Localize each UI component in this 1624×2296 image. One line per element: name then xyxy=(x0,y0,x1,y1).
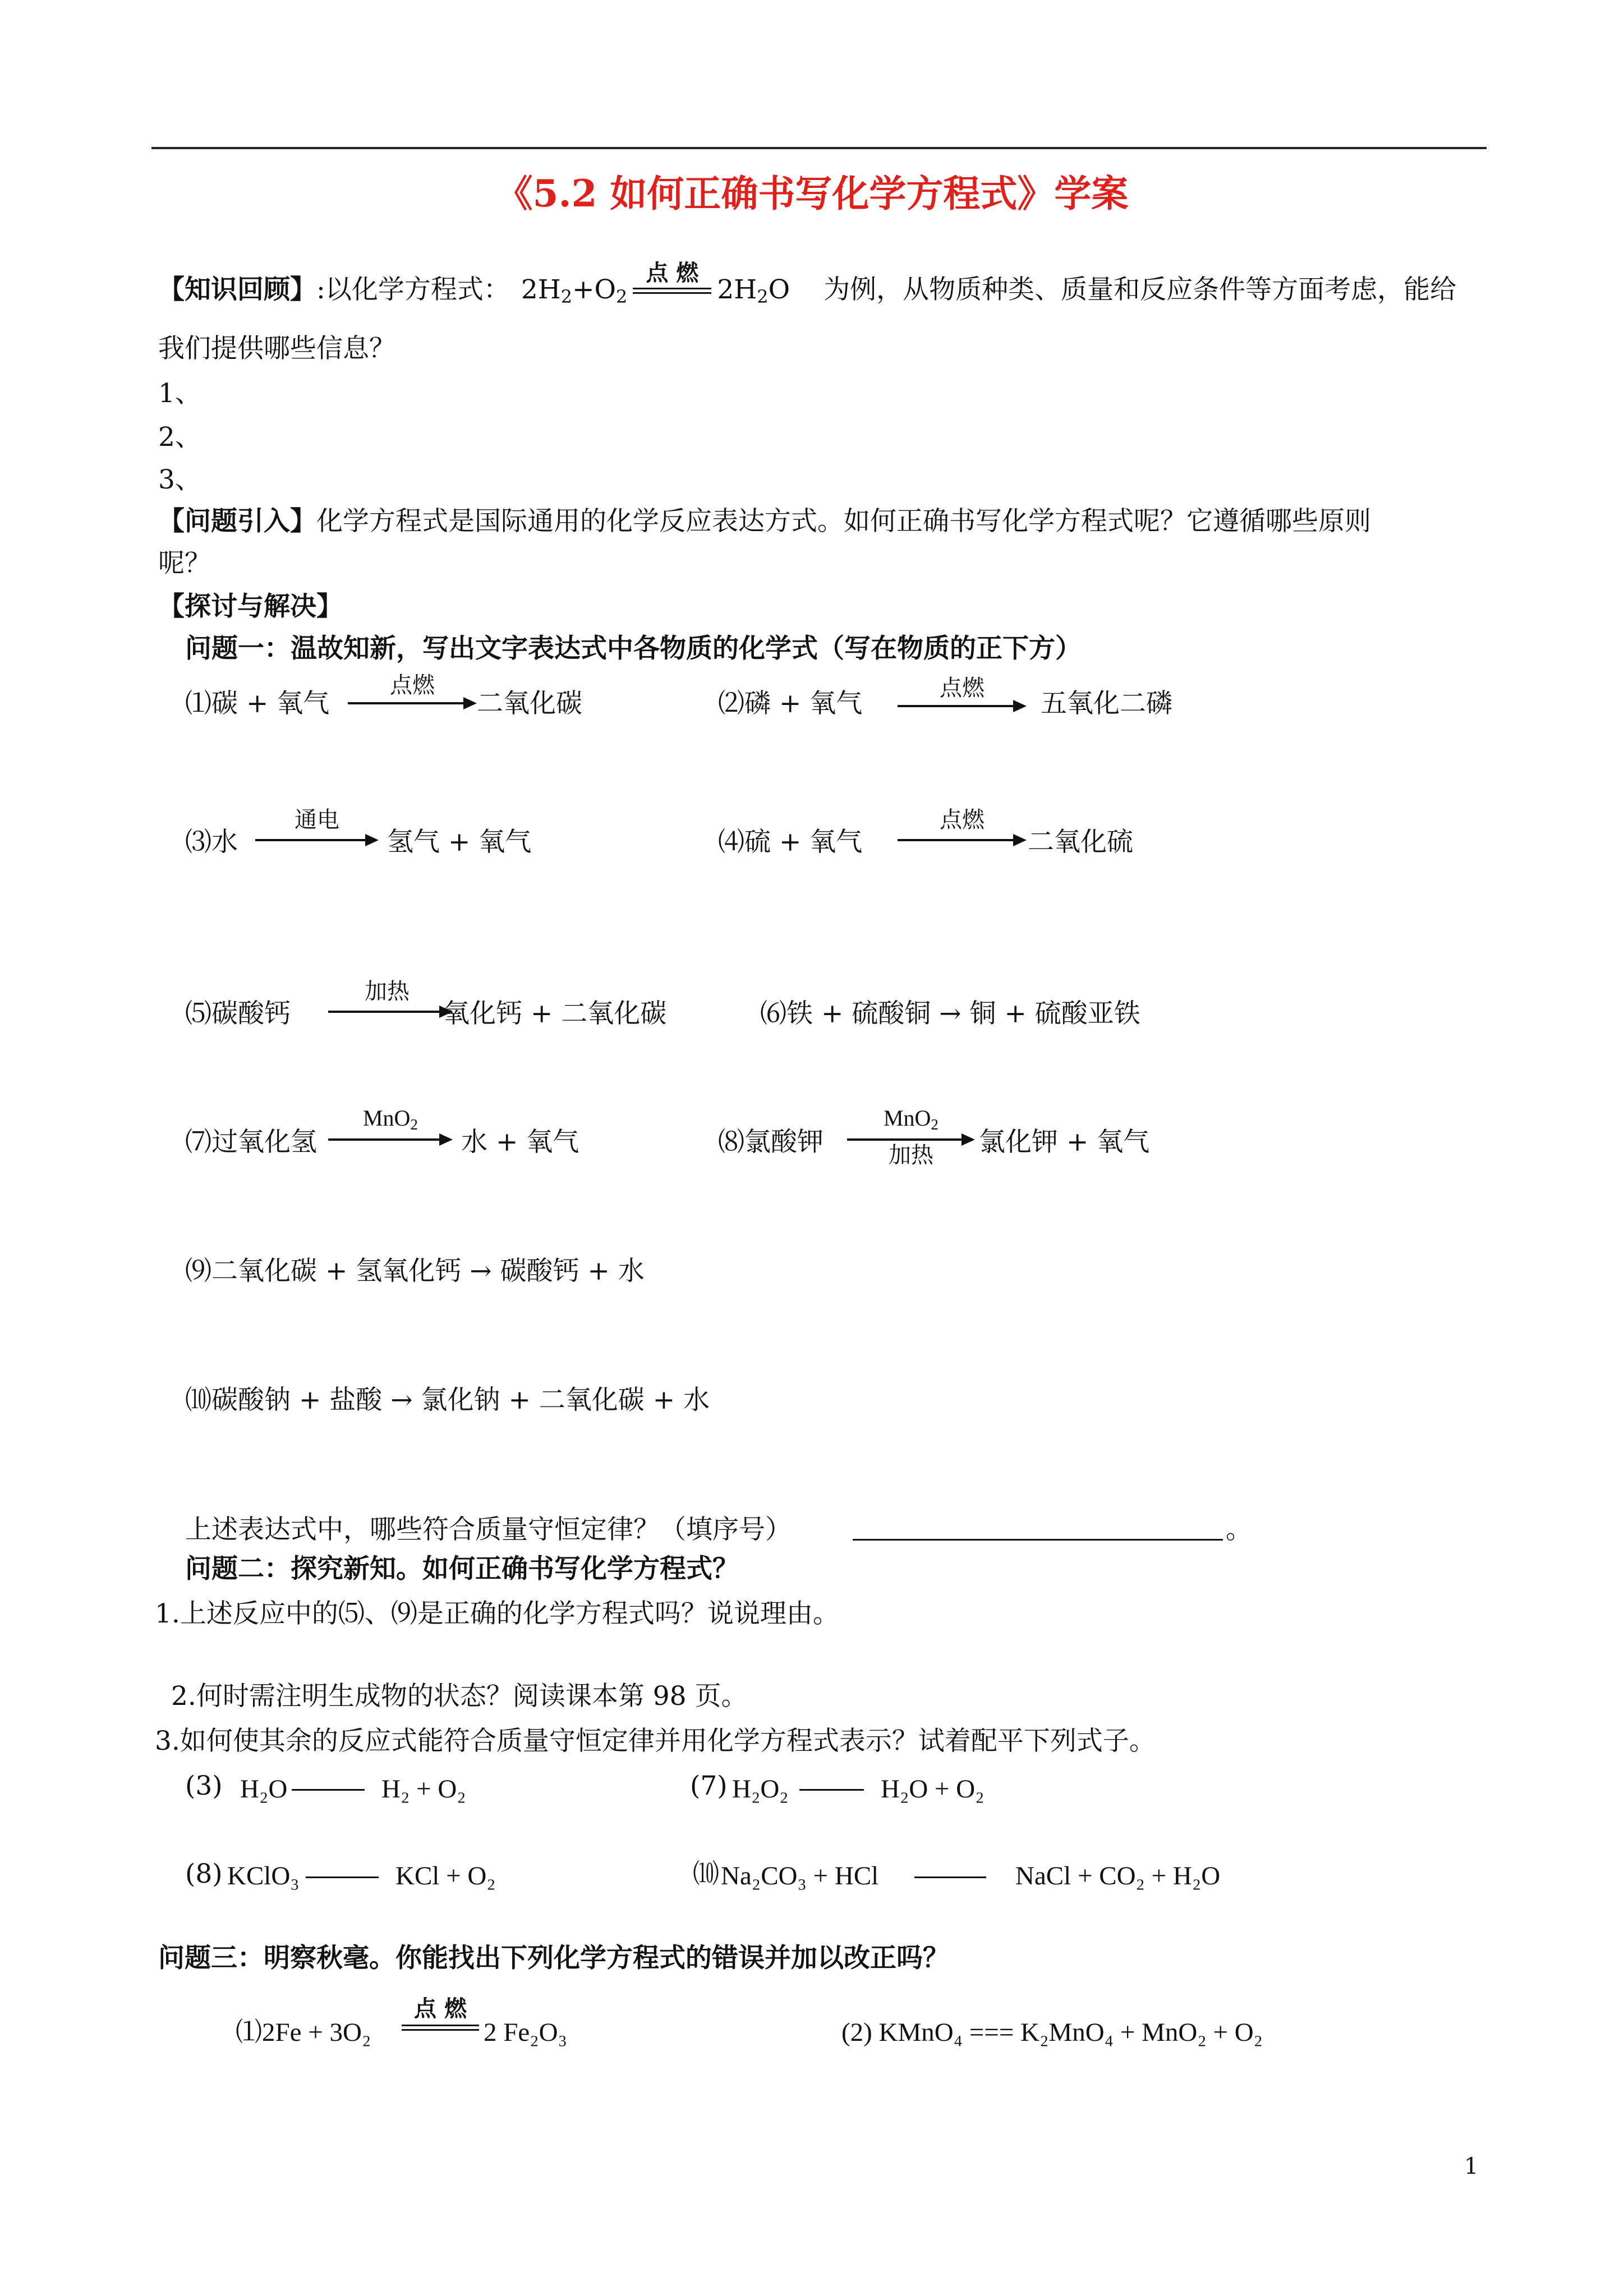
mass-question: 上述表达式中，哪些符合质量守恒定律？（填序号） xyxy=(185,1514,792,1545)
review-eq-rhs: $2H_2O$ xyxy=(717,274,790,307)
reaction-10: ⑽碳酸钠 + 盐酸 → 氯化钠 + 二氧化碳 + 水 xyxy=(185,1385,710,1416)
reaction-2-arrow: 点燃 xyxy=(898,676,1027,715)
question-2-item-3: 3.如何使其余的反应式能符合质量守恒定律并用化学方程式表示？试着配平下列式子。 xyxy=(155,1726,1156,1756)
q3-equation-2: (2) KMnO₄ === K₂MnO₄ + MnO₂ + O₂ xyxy=(841,2018,1263,2047)
review-item-3: 3、 xyxy=(158,464,201,495)
review-post: 为例，从物质种类、质量和反应条件等方面考虑，能给 xyxy=(823,274,1457,305)
review-eq-condition: 点 燃 xyxy=(627,273,717,307)
header-rule xyxy=(151,147,1487,149)
reaction-5-left: ⑸碳酸钙 xyxy=(185,998,291,1029)
reaction-1-right: 二氧化碳 xyxy=(477,688,582,719)
review-label: 【知识回顾】 xyxy=(158,274,316,305)
question-2-item-2: 2.何时需注明生成物的状态？阅读课本第 98 页。 xyxy=(171,1681,748,1712)
reaction-1-left: ⑴碳 + 氧气 xyxy=(185,688,330,719)
reaction-7-right: 水 + 氧气 xyxy=(461,1127,579,1158)
reaction-8-right: 氯化钾 + 氧气 xyxy=(979,1127,1150,1158)
reaction-8-arrow: MnO$_2$ 加热 xyxy=(847,1106,975,1173)
balance-10-line xyxy=(914,1877,986,1878)
q3-equation-1-right: 2 Fe₂O₃ xyxy=(484,2018,567,2047)
reaction-1-arrow: 点燃 xyxy=(348,673,477,712)
q3-equation-1-condition: 点 燃 xyxy=(398,1997,482,2041)
reaction-4-arrow: 点燃 xyxy=(898,808,1027,847)
balance-7-right: H₂O + O₂ xyxy=(881,1774,984,1804)
reaction-4-left: ⑷硫 + 氧气 xyxy=(718,827,863,857)
balance-3-left: H₂O xyxy=(240,1774,288,1804)
reaction-5-right: 氧化钙 + 二氧化碳 xyxy=(443,998,667,1029)
balance-8-number: (8) xyxy=(185,1859,223,1889)
intro-line-2: 呢？ xyxy=(158,548,211,579)
reaction-3-left: ⑶水 xyxy=(185,827,238,857)
q3-equation-1-left: ⑴2Fe + 3O₂ xyxy=(236,2018,371,2047)
balance-3-number: (3) xyxy=(185,1771,223,1801)
balance-8-line xyxy=(306,1877,379,1878)
question-2-item-1: 1.上述反应中的⑸、⑼是正确的化学方程式吗？说说理由。 xyxy=(155,1598,839,1629)
reaction-3-arrow: 通电 xyxy=(255,808,379,847)
page-number: 1 xyxy=(1464,2154,1479,2179)
balance-3-right: H₂ + O₂ xyxy=(381,1774,466,1804)
reaction-7-arrow: MnO$_2$ xyxy=(328,1106,453,1145)
intro-line-1: 【问题引入】化学方程式是国际通用的化学反应表达方式。如何正确书写化学方程式呢？它遵循哪些原则 xyxy=(158,506,1371,537)
review-item-2: 2、 xyxy=(158,422,201,453)
balance-7-number: (7) xyxy=(690,1771,728,1801)
discuss-label: 【探讨与解决】 xyxy=(158,591,343,622)
reaction-2-left: ⑵磷 + 氧气 xyxy=(718,688,863,719)
reaction-8-left: ⑻氯酸钾 xyxy=(718,1127,823,1158)
reaction-9: ⑼二氧化碳 + 氢氧化钙 → 碳酸钙 + 水 xyxy=(185,1256,645,1287)
question-2: 问题二：探究新知。如何正确书写化学方程式？ xyxy=(185,1553,739,1584)
balance-7-left: H₂O₂ xyxy=(732,1774,789,1804)
reaction-6: ⑹铁 + 硫酸铜 → 铜 + 硫酸亚铁 xyxy=(760,998,1140,1029)
review-eq-lhs: $2H_2+O_2$ xyxy=(521,274,628,307)
balance-3-line xyxy=(292,1789,365,1791)
balance-7-line xyxy=(799,1789,864,1791)
review-item-1: 1、 xyxy=(158,378,201,409)
reaction-2-right: 五氧化二磷 xyxy=(1041,688,1172,719)
balance-8-left: KClO₃ xyxy=(227,1861,300,1891)
mass-question-end: 。 xyxy=(1226,1514,1252,1545)
review-pre: :以化学方程式： xyxy=(316,274,510,305)
balance-10-left: Na₂CO₃ + HCl xyxy=(721,1861,879,1891)
reaction-3-right: 氢气 + 氧气 xyxy=(387,827,532,857)
answer-blank[interactable] xyxy=(853,1539,1223,1541)
question-1: 问题一：温故知新，写出文字表达式中各物质的化学式（写在物质的正下方） xyxy=(185,633,1082,664)
balance-10-right: NaCl + CO₂ + H₂O xyxy=(1015,1861,1221,1891)
reaction-5-arrow: 加热 xyxy=(328,979,453,1018)
balance-8-right: KCl + O₂ xyxy=(395,1861,496,1891)
balance-10-number: ⑽ xyxy=(693,1859,719,1889)
reaction-7-left: ⑺过氧化氢 xyxy=(185,1127,317,1158)
question-3: 问题三：明察秋毫。你能找出下列化学方程式的错误并加以改正吗？ xyxy=(158,1943,949,1974)
page-title: 《5.2 如何正确书写化学方程式》学案 xyxy=(495,172,1129,215)
review-line-1 xyxy=(158,260,1457,313)
reaction-4-right: 二氧化硫 xyxy=(1028,827,1133,857)
review-line-2: 我们提供哪些信息？ xyxy=(158,333,395,364)
